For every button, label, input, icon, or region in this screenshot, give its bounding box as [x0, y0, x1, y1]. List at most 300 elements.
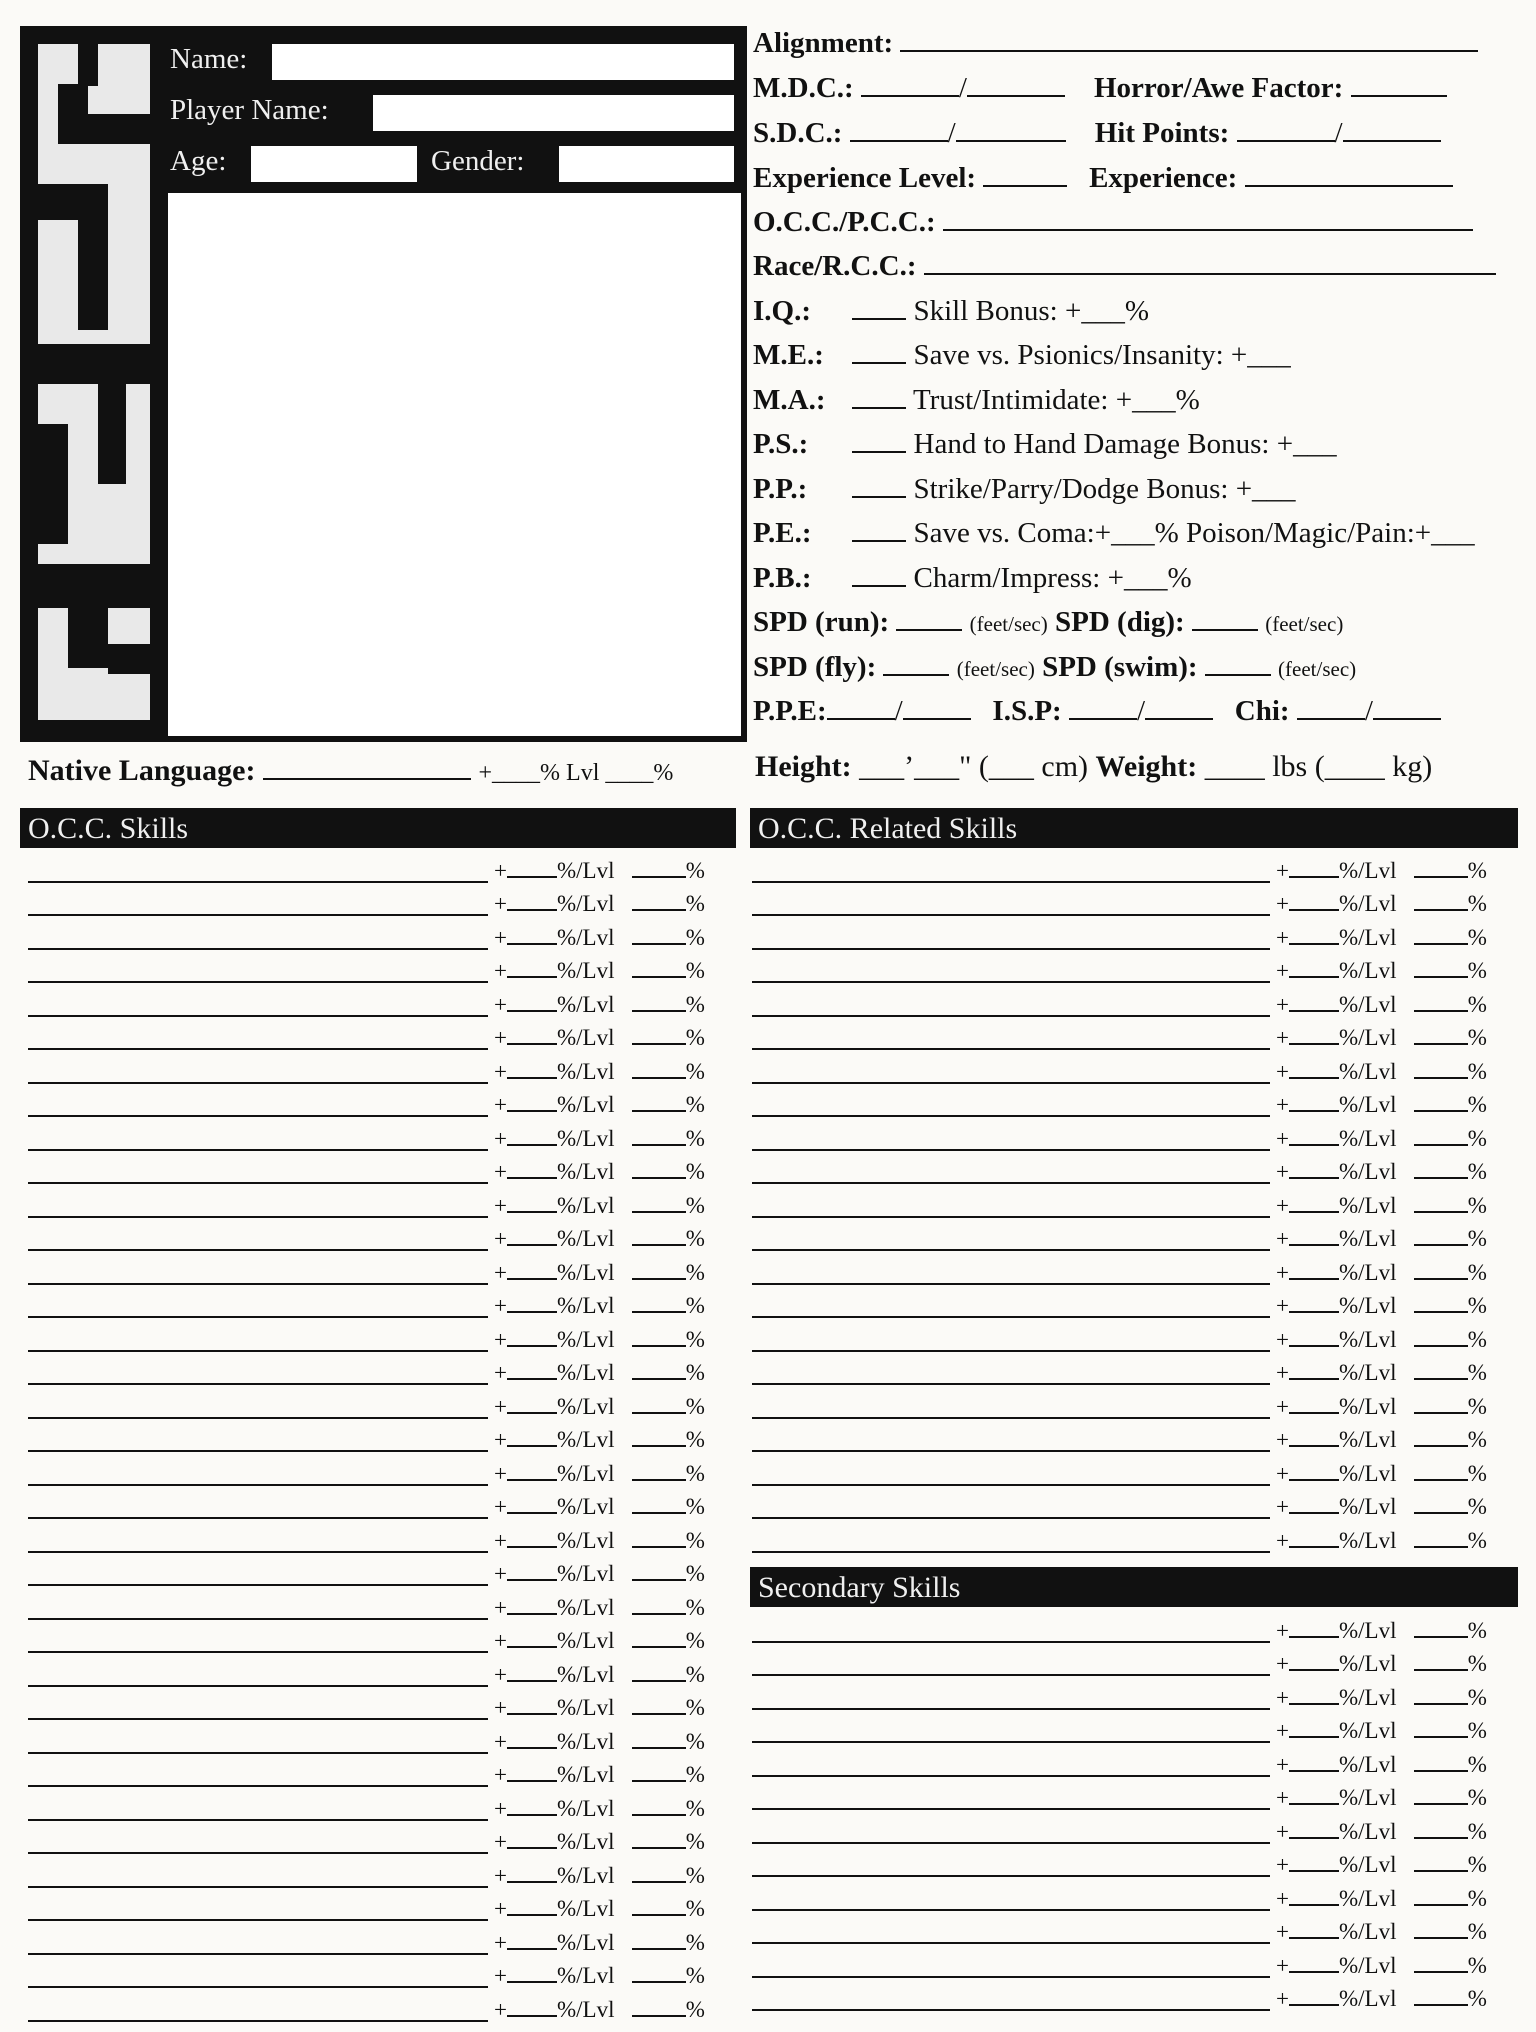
pb-row [753, 559, 1192, 595]
bonus-field[interactable] [507, 990, 557, 1012]
total-pct-field[interactable] [632, 1358, 686, 1380]
skill-percent [1276, 889, 1487, 916]
player-name-label: Player Name: [170, 94, 329, 126]
skill-name-field[interactable] [28, 1249, 488, 1251]
bonus-field[interactable] [507, 1358, 557, 1380]
total-pct-field[interactable] [632, 1023, 686, 1045]
skill-percent [1276, 1191, 1487, 1218]
bonus-field[interactable] [507, 1023, 557, 1045]
bonus-field[interactable] [507, 1459, 557, 1481]
total-pct-field[interactable] [632, 1961, 686, 1983]
pb-field[interactable] [852, 559, 906, 587]
bonus-field[interactable] [1289, 1884, 1339, 1906]
skill-name-field[interactable] [28, 1651, 488, 1653]
native-language-field[interactable] [263, 752, 471, 780]
total-pct-field[interactable] [632, 889, 686, 911]
total-pct-field[interactable] [1414, 1917, 1468, 1939]
plus-sign: + [494, 1963, 507, 1988]
total-pct-field[interactable] [632, 1090, 686, 1112]
total-pct-field[interactable] [1414, 1492, 1468, 1514]
skill-name-field[interactable] [28, 1115, 488, 1117]
total-pct-field[interactable] [632, 990, 686, 1012]
plus-sign: + [494, 1460, 507, 1486]
bonus-field[interactable] [1289, 1090, 1339, 1112]
bonus-field[interactable] [1289, 1649, 1339, 1671]
bonus-field[interactable] [1289, 956, 1339, 978]
pe-field[interactable] [852, 514, 906, 542]
experience-label: Experience: [1089, 162, 1238, 194]
plus-sign: + [1276, 958, 1289, 983]
total-pct-field[interactable] [632, 1425, 686, 1447]
skill-name-field[interactable] [28, 1852, 488, 1854]
experience-field[interactable] [1245, 159, 1453, 187]
ma-field[interactable] [852, 381, 906, 409]
bonus-field[interactable] [1289, 856, 1339, 878]
exp-level-field[interactable] [983, 159, 1067, 187]
skill-name-field[interactable] [752, 1976, 1270, 1978]
pct-sign: % [1467, 1025, 1487, 1050]
bonus-field[interactable] [1289, 1783, 1339, 1805]
bonus-field[interactable] [507, 1392, 557, 1414]
bonus-field[interactable] [1289, 923, 1339, 945]
plus-sign: + [1276, 1025, 1289, 1050]
skill-name-field[interactable] [28, 1216, 488, 1218]
bonus-field[interactable] [1289, 1425, 1339, 1447]
skill-name-field[interactable] [28, 1182, 488, 1184]
total-pct-field[interactable] [632, 1626, 686, 1648]
pct-per-level: %/Lvl [1338, 1326, 1397, 1352]
skill-name-field[interactable] [28, 1517, 488, 1519]
bonus-field[interactable] [1289, 1358, 1339, 1380]
bonus-field[interactable] [507, 889, 557, 911]
bonus-field[interactable] [1289, 1325, 1339, 1347]
plus-sign: + [494, 1929, 507, 1955]
hp-max-field[interactable] [1343, 114, 1441, 142]
pct-sign: % [685, 1360, 705, 1385]
pct-per-level: %/Lvl [1338, 1427, 1397, 1452]
pct-sign: % [685, 1092, 705, 1117]
bonus-field[interactable] [507, 1559, 557, 1581]
mdc-field[interactable] [861, 69, 959, 97]
skill-name-field[interactable] [752, 1909, 1270, 1911]
total-pct-field[interactable] [1414, 1649, 1468, 1671]
skill-name-field[interactable] [752, 2009, 1270, 2011]
skill-percent [1276, 1884, 1487, 1911]
skill-name-field[interactable] [752, 1182, 1270, 1184]
bonus-field[interactable] [507, 1861, 557, 1883]
pct-sign: % [1467, 1192, 1487, 1218]
skill-name-field[interactable] [752, 1283, 1270, 1285]
pct-sign: % [1467, 1617, 1487, 1643]
bonus-field[interactable] [507, 1291, 557, 1313]
skill-name-field[interactable] [752, 1249, 1270, 1251]
skill-row [752, 1324, 1512, 1358]
iq-field[interactable] [852, 292, 906, 320]
pct-per-level: %/Lvl [556, 1561, 615, 1586]
skill-name-field[interactable] [28, 1082, 488, 1084]
player-name-field[interactable] [373, 95, 734, 131]
total-pct-field[interactable] [632, 1894, 686, 1916]
native-language-pct: +____% Lvl ____% [478, 760, 674, 786]
skill-name-field[interactable] [28, 1584, 488, 1586]
total-pct-field[interactable] [1414, 1090, 1468, 1112]
total-pct-field[interactable] [1414, 1459, 1468, 1481]
pct-sign: % [685, 1159, 705, 1184]
total-pct-field[interactable] [1414, 1392, 1468, 1414]
bonus-field[interactable] [507, 1660, 557, 1682]
skill-name-field[interactable] [28, 948, 488, 950]
bonus-field[interactable] [507, 1224, 557, 1246]
skill-name-field[interactable] [752, 1417, 1270, 1419]
skill-row [28, 1894, 738, 1928]
isp-field[interactable] [1069, 692, 1137, 720]
skill-row [28, 1860, 738, 1894]
pct-sign: % [1467, 1494, 1487, 1519]
bonus-field[interactable] [507, 1727, 557, 1749]
skill-name-field[interactable] [752, 1450, 1270, 1452]
skill-name-field[interactable] [752, 881, 1270, 883]
total-pct-field[interactable] [1414, 1616, 1468, 1638]
total-pct-field[interactable] [632, 1660, 686, 1682]
total-pct-field[interactable] [632, 1559, 686, 1581]
skill-name-field[interactable] [752, 1808, 1270, 1810]
total-pct-field[interactable] [1414, 990, 1468, 1012]
bonus-field[interactable] [507, 1961, 557, 1983]
pct-per-level: %/Lvl [556, 1427, 615, 1452]
skill-name-field[interactable] [752, 1708, 1270, 1710]
plus-sign: + [1276, 891, 1289, 916]
bonus-field[interactable] [1289, 1291, 1339, 1313]
me-field[interactable] [852, 336, 906, 364]
total-pct-field[interactable] [1414, 1358, 1468, 1380]
spd-dig-field[interactable] [1192, 603, 1258, 631]
skill-name-field[interactable] [752, 1048, 1270, 1050]
total-pct-field[interactable] [1414, 956, 1468, 978]
spd-swim-field[interactable] [1205, 648, 1271, 676]
total-pct-field[interactable] [1414, 1124, 1468, 1146]
total-pct-field[interactable] [632, 1191, 686, 1213]
bonus-field[interactable] [1289, 1526, 1339, 1548]
total-pct-field[interactable] [1414, 1817, 1468, 1839]
spd-fly-field[interactable] [883, 648, 949, 676]
bonus-field[interactable] [1289, 1023, 1339, 1045]
skill-name-field[interactable] [28, 1986, 488, 1988]
plus-sign: + [494, 1159, 507, 1184]
plus-sign: + [1276, 1125, 1289, 1151]
pct-per-level: %/Lvl [556, 1226, 615, 1251]
skill-name-field[interactable] [752, 1115, 1270, 1117]
skill-name-field[interactable] [752, 1383, 1270, 1385]
skill-name-field[interactable] [28, 881, 488, 883]
ps-label: P.S.: [753, 428, 809, 460]
skill-name-field[interactable] [28, 2020, 488, 2022]
skill-name-field[interactable] [28, 1919, 488, 1921]
bonus-field[interactable] [507, 1157, 557, 1179]
bonus-field[interactable] [507, 1626, 557, 1648]
pct-sign: % [1467, 891, 1487, 916]
skill-name-field[interactable] [752, 1842, 1270, 1844]
bonus-field[interactable] [507, 1995, 557, 2017]
pct-per-level: %/Lvl [556, 1728, 615, 1754]
total-pct-field[interactable] [632, 1593, 686, 1615]
bonus-field[interactable] [1289, 1716, 1339, 1738]
skill-row [28, 889, 738, 923]
total-pct-field[interactable] [632, 1157, 686, 1179]
skill-name-field[interactable] [28, 1350, 488, 1352]
skill-row [752, 1391, 1512, 1425]
alignment-field[interactable] [900, 24, 1478, 52]
total-pct-field[interactable] [632, 1727, 686, 1749]
mdc-max-field[interactable] [967, 69, 1065, 97]
occ-field[interactable] [943, 203, 1473, 231]
pct-per-level: %/Lvl [556, 1460, 615, 1486]
chi-field[interactable] [1297, 692, 1365, 720]
bonus-field[interactable] [1289, 1616, 1339, 1638]
total-pct-field[interactable] [632, 1124, 686, 1146]
chi-max-field[interactable] [1373, 692, 1441, 720]
bonus-field[interactable] [507, 1057, 557, 1079]
skill-name-field[interactable] [28, 1685, 488, 1687]
spd-run-field[interactable] [896, 603, 962, 631]
skill-name-field[interactable] [28, 1752, 488, 1754]
total-pct-field[interactable] [1414, 1951, 1468, 1973]
total-pct-field[interactable] [632, 1057, 686, 1079]
feet-sec-unit: (feet/sec) [1265, 612, 1344, 636]
total-pct-field[interactable] [1414, 1057, 1468, 1079]
bonus-field[interactable] [1289, 1224, 1339, 1246]
bonus-field[interactable] [507, 1090, 557, 1112]
skill-name-field[interactable] [752, 1942, 1270, 1944]
bonus-field[interactable] [1289, 1459, 1339, 1481]
total-pct-field[interactable] [1414, 1716, 1468, 1738]
skill-name-field[interactable] [28, 1718, 488, 1720]
skill-name-field[interactable] [28, 1316, 488, 1318]
skill-name-field[interactable] [752, 948, 1270, 950]
bonus-field[interactable] [507, 1693, 557, 1715]
total-pct-field[interactable] [1414, 1157, 1468, 1179]
ma-bonus: Trust/Intimidate: +___% [912, 384, 1200, 416]
skill-name-field[interactable] [28, 1953, 488, 1955]
plus-sign: + [1276, 1092, 1289, 1117]
bonus-field[interactable] [1289, 990, 1339, 1012]
total-pct-field[interactable] [1414, 1850, 1468, 1872]
skill-name-field[interactable] [28, 914, 488, 916]
skill-name-field[interactable] [28, 1015, 488, 1017]
skill-name-field[interactable] [28, 1283, 488, 1285]
bonus-field[interactable] [1289, 1124, 1339, 1146]
skill-name-field[interactable] [752, 1316, 1270, 1318]
total-pct-field[interactable] [632, 1392, 686, 1414]
skill-name-field[interactable] [752, 1775, 1270, 1777]
bonus-field[interactable] [1289, 1817, 1339, 1839]
total-pct-field[interactable] [632, 1325, 686, 1347]
skill-name-field[interactable] [752, 1517, 1270, 1519]
pct-per-level: %/Lvl [1338, 1952, 1397, 1978]
skill-name-field[interactable] [28, 1484, 488, 1486]
skill-percent [494, 1090, 705, 1117]
bonus-field[interactable] [1289, 1917, 1339, 1939]
skill-name-field[interactable] [28, 981, 488, 983]
total-pct-field[interactable] [1414, 1884, 1468, 1906]
total-pct-field[interactable] [1414, 1750, 1468, 1772]
total-pct-field[interactable] [632, 1928, 686, 1950]
bonus-field[interactable] [1289, 1392, 1339, 1414]
skill-percent [1276, 1358, 1487, 1385]
total-pct-field[interactable] [632, 1827, 686, 1849]
isp-max-field[interactable] [1145, 692, 1213, 720]
skill-name-field[interactable] [752, 914, 1270, 916]
plus-sign: + [494, 1360, 507, 1385]
ppe-field[interactable] [827, 692, 895, 720]
skill-name-field[interactable] [28, 1450, 488, 1452]
bonus-field[interactable] [1289, 1191, 1339, 1213]
total-pct-field[interactable] [632, 1861, 686, 1883]
pct-sign: % [1467, 1460, 1487, 1486]
sdc-field[interactable] [850, 114, 948, 142]
pct-per-level: %/Lvl [556, 1963, 615, 1988]
pp-field[interactable] [852, 470, 906, 498]
occ-row [753, 203, 1473, 239]
bonus-field[interactable] [507, 1425, 557, 1447]
bonus-field[interactable] [507, 1492, 557, 1514]
total-pct-field[interactable] [632, 1693, 686, 1715]
horror-field[interactable] [1351, 69, 1447, 97]
total-pct-field[interactable] [1414, 1291, 1468, 1313]
skill-name-field[interactable] [28, 1048, 488, 1050]
total-pct-field[interactable] [1414, 1425, 1468, 1447]
total-pct-field[interactable] [1414, 1783, 1468, 1805]
skill-name-field[interactable] [752, 1350, 1270, 1352]
skill-name-field[interactable] [752, 1875, 1270, 1877]
bonus-field[interactable] [1289, 1984, 1339, 2006]
bonus-field[interactable] [507, 1526, 557, 1548]
ppe-max-field[interactable] [903, 692, 971, 720]
bonus-field[interactable] [507, 1325, 557, 1347]
total-pct-field[interactable] [632, 1794, 686, 1816]
bonus-field[interactable] [1289, 1850, 1339, 1872]
skill-row [28, 1023, 738, 1057]
skill-row [752, 1917, 1512, 1951]
total-pct-field[interactable] [632, 956, 686, 978]
total-pct-field[interactable] [1414, 889, 1468, 911]
skill-name-field[interactable] [752, 1484, 1270, 1486]
bonus-field[interactable] [507, 1894, 557, 1916]
skill-name-field[interactable] [752, 1149, 1270, 1151]
skill-name-field[interactable] [752, 1641, 1270, 1643]
skill-name-field[interactable] [752, 1216, 1270, 1218]
bonus-field[interactable] [507, 923, 557, 945]
skill-name-field[interactable] [28, 1618, 488, 1620]
hp-field[interactable] [1237, 114, 1335, 142]
ps-field[interactable] [852, 425, 906, 453]
skill-name-field[interactable] [28, 1886, 488, 1888]
total-pct-field[interactable] [632, 856, 686, 878]
pct-sign: % [685, 1427, 705, 1452]
total-pct-field[interactable] [1414, 1258, 1468, 1280]
bonus-field[interactable] [1289, 1492, 1339, 1514]
skill-name-field[interactable] [28, 1383, 488, 1385]
skill-name-field[interactable] [752, 1551, 1270, 1553]
bonus-field[interactable] [507, 1760, 557, 1782]
skill-percent [494, 889, 705, 916]
skill-percent [494, 1559, 705, 1586]
total-pct-field[interactable] [1414, 1683, 1468, 1705]
occ-label: O.C.C./P.C.C.: [753, 206, 936, 238]
bonus-field[interactable] [1289, 889, 1339, 911]
bonus-field[interactable] [507, 956, 557, 978]
skill-percent [494, 956, 705, 983]
skill-name-field[interactable] [28, 1149, 488, 1151]
total-pct-field[interactable] [632, 1291, 686, 1313]
skill-name-field[interactable] [28, 1417, 488, 1419]
skill-name-field[interactable] [752, 1674, 1270, 1676]
skill-name-field[interactable] [752, 1082, 1270, 1084]
total-pct-field[interactable] [1414, 1224, 1468, 1246]
bonus-field[interactable] [507, 1827, 557, 1849]
total-pct-field[interactable] [632, 1760, 686, 1782]
name-field[interactable] [272, 44, 734, 80]
bonus-field[interactable] [1289, 1683, 1339, 1705]
total-pct-field[interactable] [632, 923, 686, 945]
skill-row [28, 1090, 738, 1124]
total-pct-field[interactable] [1414, 1526, 1468, 1548]
total-pct-field[interactable] [632, 1492, 686, 1514]
bonus-field[interactable] [1289, 1157, 1339, 1179]
bonus-field[interactable] [1289, 1750, 1339, 1772]
bonus-field[interactable] [507, 1191, 557, 1213]
bonus-field[interactable] [1289, 1951, 1339, 1973]
total-pct-field[interactable] [632, 1995, 686, 2017]
bonus-field[interactable] [507, 856, 557, 878]
bonus-field[interactable] [1289, 1258, 1339, 1280]
bonus-field[interactable] [507, 1928, 557, 1950]
bonus-field[interactable] [1289, 1057, 1339, 1079]
total-pct-field[interactable] [1414, 923, 1468, 945]
skill-row [752, 989, 1512, 1023]
ma-row [753, 381, 1200, 417]
total-pct-field[interactable] [632, 1526, 686, 1548]
age-field[interactable] [251, 146, 417, 182]
total-pct-field[interactable] [1414, 1023, 1468, 1045]
bonus-field[interactable] [507, 1258, 557, 1280]
skill-name-field[interactable] [28, 1551, 488, 1553]
total-pct-field[interactable] [1414, 1191, 1468, 1213]
bonus-field[interactable] [507, 1794, 557, 1816]
bonus-field[interactable] [507, 1124, 557, 1146]
skill-name-field[interactable] [28, 1785, 488, 1787]
pct-per-level: %/Lvl [556, 1661, 615, 1687]
sdc-max-field[interactable] [956, 114, 1066, 142]
gender-field[interactable] [559, 146, 734, 182]
portrait-box[interactable] [168, 193, 741, 736]
pct-per-level: %/Lvl [1338, 1360, 1397, 1385]
pb-label: P.B.: [753, 562, 812, 594]
total-pct-field[interactable] [1414, 1984, 1468, 2006]
total-pct-field[interactable] [632, 1258, 686, 1280]
skill-row [752, 1525, 1512, 1559]
skill-name-field[interactable] [752, 981, 1270, 983]
skill-name-field[interactable] [752, 1015, 1270, 1017]
skill-name-field[interactable] [28, 1819, 488, 1821]
total-pct-field[interactable] [1414, 856, 1468, 878]
bonus-field[interactable] [507, 1593, 557, 1615]
total-pct-field[interactable] [632, 1224, 686, 1246]
total-pct-field[interactable] [1414, 1325, 1468, 1347]
skill-row [752, 1224, 1512, 1258]
total-pct-field[interactable] [632, 1459, 686, 1481]
race-field[interactable] [924, 247, 1496, 275]
skill-name-field[interactable] [752, 1741, 1270, 1743]
